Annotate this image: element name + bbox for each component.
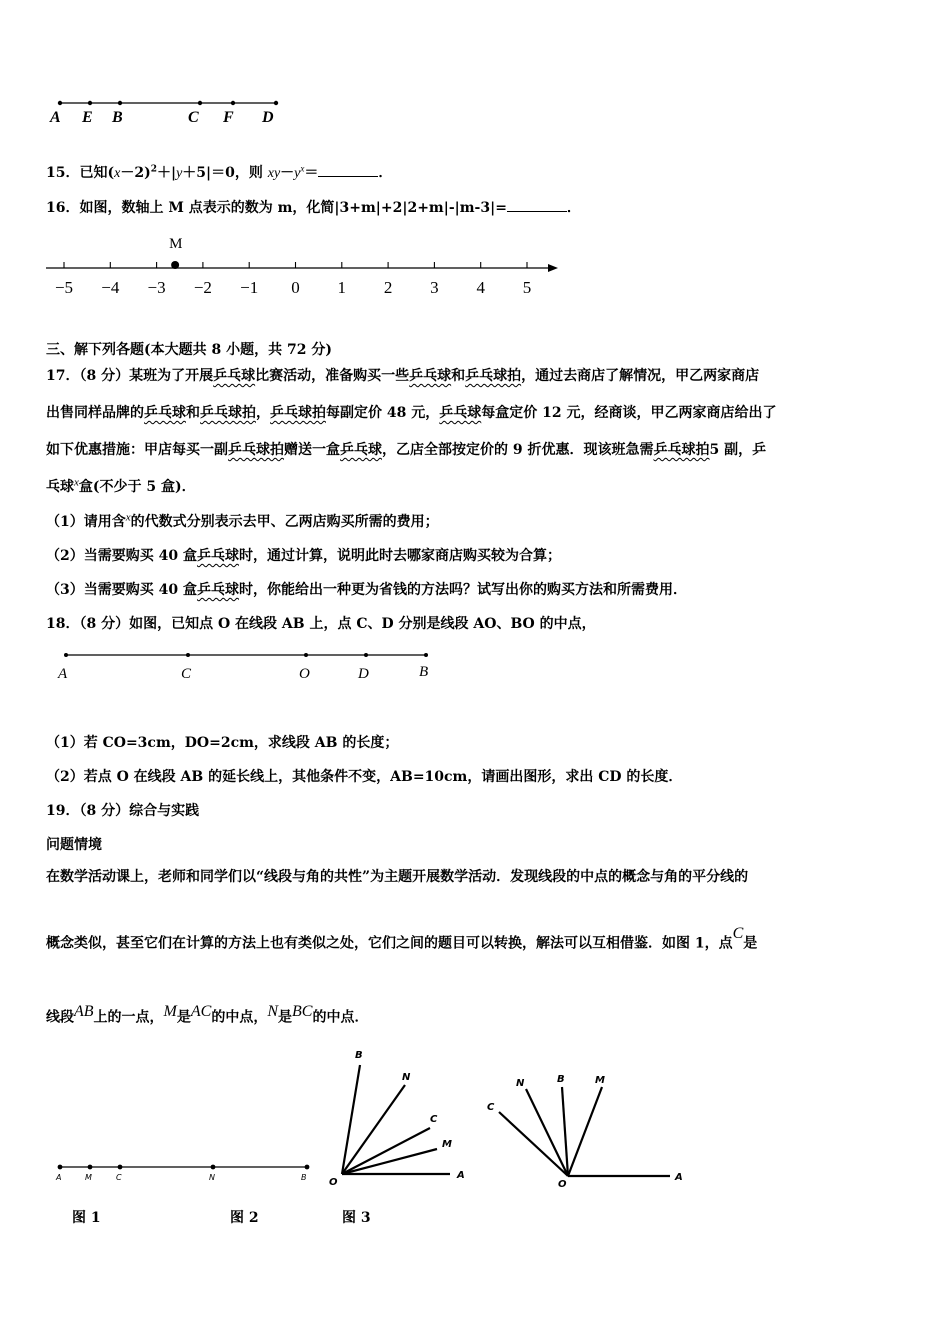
q17-line-2: 出售同样品牌的乒乓球和乒乓球拍，乒乓球拍每副定价 48 元，乒乓球每盒定价 12 元，经商谈，甲乙两家商店给出了	[46, 405, 777, 421]
q15-exp: 2	[150, 164, 157, 175]
tick-label: −4	[101, 278, 120, 297]
q19-subtitle: 问题情境	[46, 837, 102, 853]
tick-label: −3	[147, 278, 166, 297]
q15-var-y: y	[176, 166, 183, 181]
label-C: C	[430, 1114, 438, 1125]
q17-part-3: （3）当需要购买 40 盒乒乓球时，你能给出一种更为省钱的方法吗？试写出你的购买方法和所需费用．	[46, 582, 687, 598]
figure-1-caption: 图 1	[72, 1210, 101, 1226]
label-B: B	[112, 109, 123, 126]
label-M: M	[85, 1173, 92, 1182]
q15-var-x: x	[114, 166, 121, 181]
question-15	[46, 162, 392, 182]
label-M: M	[169, 236, 183, 252]
q15-text: ＋|	[156, 165, 177, 181]
label-A: A	[50, 109, 61, 126]
q18-part-1: （1）若 CO=3cm，DO=2cm，求线段 AB 的长度；	[46, 735, 399, 751]
top-segment-figure	[40, 92, 300, 132]
label-M: M	[595, 1075, 605, 1086]
q19-line-1: 在数学活动课上，老师和同学们以“线段与角的共性”为主题开展数学活动．发现线段的中点的概念与角的平分线的	[46, 869, 749, 885]
label-F: F	[223, 109, 234, 126]
q15-text: ．	[378, 165, 393, 181]
q17-part-2: （2）当需要购买 40 盒乒乓球时，通过计算，说明此时去哪家商店购买较为合算；	[46, 548, 561, 564]
label-B: B	[355, 1050, 363, 1061]
q19-line-3: 线段$^{AB}$上的一点，$^M$是$^{AC}$的中点，$^N$是$^{BC}$的中点．	[46, 1003, 369, 1026]
question-16	[46, 197, 581, 217]
tick-label: −2	[193, 278, 212, 297]
label-C: C	[487, 1102, 495, 1113]
point-M	[171, 261, 179, 269]
label-B: B	[419, 664, 429, 680]
label-A: A	[58, 666, 68, 682]
question-18: 18．（8 分）如图，已知点 O 在线段 AB 上，点 C、D 分别是线段 AO、BO 的中点，	[46, 616, 596, 632]
q19-line-2: 概念类似，甚至它们在计算的方法上也有类似之处，它们之间的题目可以转换，解法可以互相借鉴．如图 1，点$^C$是	[46, 925, 758, 952]
section-3-title	[46, 339, 332, 359]
label-D: D	[262, 109, 274, 126]
label-C: C	[116, 1173, 122, 1182]
label-D: D	[358, 666, 369, 682]
tick-label: 1	[337, 278, 347, 297]
question-19-title: 19．（8 分）综合与实践	[46, 803, 200, 819]
q15-var-y: y	[294, 166, 301, 181]
tick-label: 2	[383, 278, 393, 297]
tick-label: 5	[522, 278, 532, 297]
label-B: B	[301, 1173, 307, 1182]
label-B: B	[557, 1074, 565, 1085]
answer-blank[interactable]	[507, 199, 567, 212]
figure-3	[480, 1065, 690, 1195]
label-M: M	[442, 1139, 452, 1150]
q16-text: ．	[566, 200, 581, 216]
label-A: A	[675, 1172, 683, 1183]
label-A: A	[56, 1173, 62, 1182]
q15-text: 已知(	[79, 165, 115, 181]
figure-1	[50, 1155, 320, 1195]
q17-line-3: 如下优惠措施：甲店每买一副乒乓球拍赠送一盒乒乓球，乙店全部按定价的 9 折优惠．现该班急需乒乓球拍5 副，乒	[46, 442, 767, 458]
q17-line-1: 17．（8 分）某班为了开展乒乓球比赛活动，准备购买一些乒乓球和乒乓球拍，通过去商店了解情况，甲乙两家商店	[46, 368, 760, 384]
number-line-figure	[40, 228, 570, 300]
tick-label: −5	[54, 278, 74, 297]
q17-line-4: 乓球$^x$盒(不少于 5 盒)．	[46, 476, 196, 495]
q18-part-2: （2）若点 O 在线段 AB 的延长线上，其他条件不变，AB=10cm，请画出图形，求出 CD 的长度．	[46, 769, 683, 785]
label-E: E	[82, 109, 93, 126]
figure-3-caption: 图 3	[342, 1210, 371, 1226]
q15-text: －2)	[120, 165, 151, 181]
section-title: 三、解下列各题(本大题共 8 小题，共 72 分)	[46, 342, 332, 358]
q15-text: ＝	[304, 165, 319, 181]
q17-part-1: （1）请用含$^x$的代数式分别表示去甲、乙两店购买所需的费用；	[46, 511, 439, 530]
label-A: A	[457, 1170, 465, 1181]
tick-label: 4	[476, 278, 485, 297]
label-C: C	[181, 666, 192, 682]
tick-label: 3	[430, 278, 439, 297]
figure-2-caption: 图 2	[230, 1210, 259, 1226]
q18-segment-figure	[50, 646, 450, 686]
label-N: N	[516, 1078, 525, 1089]
label-N: N	[209, 1173, 215, 1182]
tick-label: 0	[291, 278, 300, 297]
label-O: O	[329, 1177, 338, 1188]
q15-text: －	[280, 165, 295, 181]
label-C: C	[188, 109, 199, 126]
q15-number: 15．	[46, 165, 80, 181]
label-N: N	[402, 1072, 411, 1083]
q16-text: 16．如图，数轴上 M 点表示的数为 m，化简|3+m|+2|2+m|-|m-3|=	[46, 200, 507, 216]
label-O: O	[558, 1179, 567, 1190]
figure-2	[325, 1045, 475, 1195]
tick-label: −1	[240, 278, 259, 297]
answer-blank[interactable]	[318, 164, 378, 177]
q15-var-xy: xy	[267, 166, 281, 181]
q15-text: ＋5|＝0，则	[182, 165, 268, 181]
label-O: O	[299, 666, 310, 682]
q15-exp-x: x	[300, 163, 305, 174]
